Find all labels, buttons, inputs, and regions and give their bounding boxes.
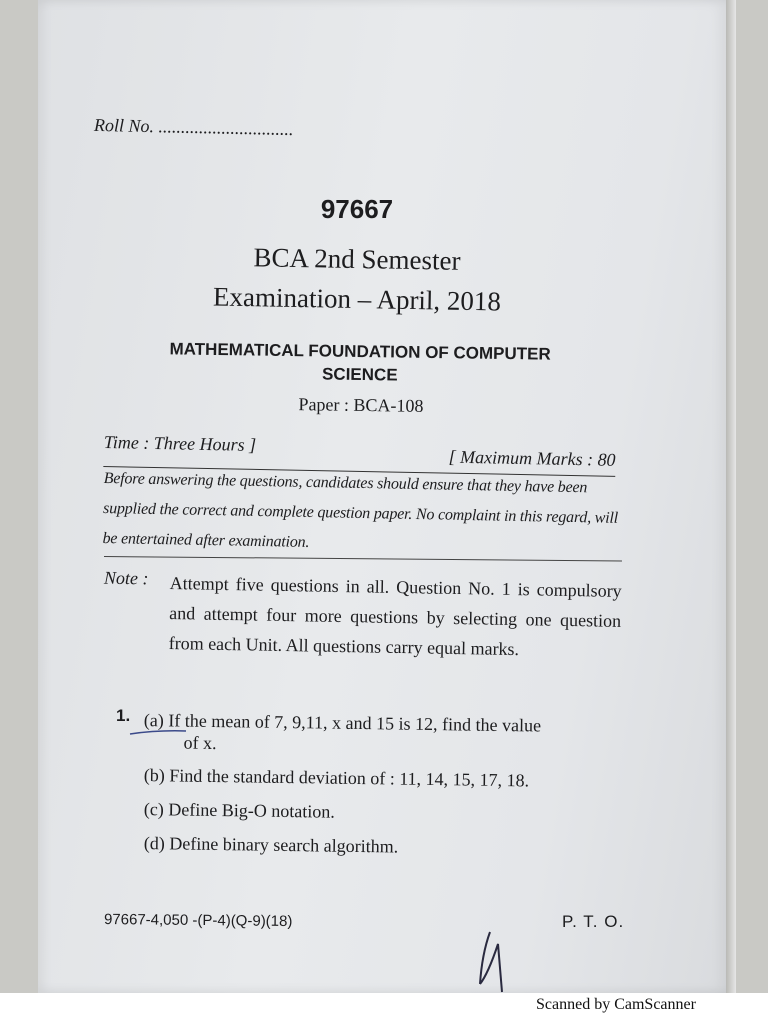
question-label: (a) [143, 709, 164, 731]
question-text: Define Big-O notation. [168, 799, 335, 822]
note-label: Note : [103, 567, 149, 589]
footer-code: 97667-4,050 -(P-4)(Q-9)(18) [103, 911, 293, 930]
instructions: Before answering the questions, candidates should ensure that they have been supplied the correct and complete question paper. No complaint in this regard, will be entertained after examination. [102, 469, 619, 551]
question-text: Define binary search algorithm. [169, 833, 399, 857]
roll-number-label: Roll No. .............................. [93, 114, 294, 140]
exam-title: Examination – April, 2018 [212, 281, 502, 317]
paper-edge [726, 0, 736, 993]
time-label: Time : Three Hours ] [103, 432, 257, 455]
pen-mark [468, 924, 528, 994]
question-number: 1. [116, 706, 131, 725]
question-text: Find the standard deviation of : 11, 14, 15, 17, 18. [169, 765, 530, 791]
max-marks-label: [ Maximum Marks : 80 [448, 446, 616, 470]
question-text: If the mean of 7, 9,11, x and 15 is 12, find the value [168, 710, 542, 736]
question-text-continued: of x. [183, 732, 217, 754]
question-label: (c) [143, 798, 164, 820]
question-label: (b) [143, 764, 165, 786]
subject-title: MATHEMATICAL FOUNDATION OF COMPUTER SCIENCE [169, 339, 551, 385]
scanner-watermark: Scanned by CamScanner [536, 996, 696, 1013]
paper-number: 97667 [320, 194, 394, 224]
pen-underline-mark [128, 728, 188, 736]
paper-code: Paper : BCA-108 [298, 394, 424, 416]
course-title: BCA 2nd Semester [253, 242, 461, 276]
question-label: (d) [143, 832, 165, 854]
note-text: Attempt five questions in all. Question No. 1 is compulsory and attempt four more questions by selecting one question from each Unit. All questions carry equal marks. [168, 572, 622, 660]
pto-label: P. T. O. [562, 912, 625, 931]
question-1a [143, 709, 630, 760]
